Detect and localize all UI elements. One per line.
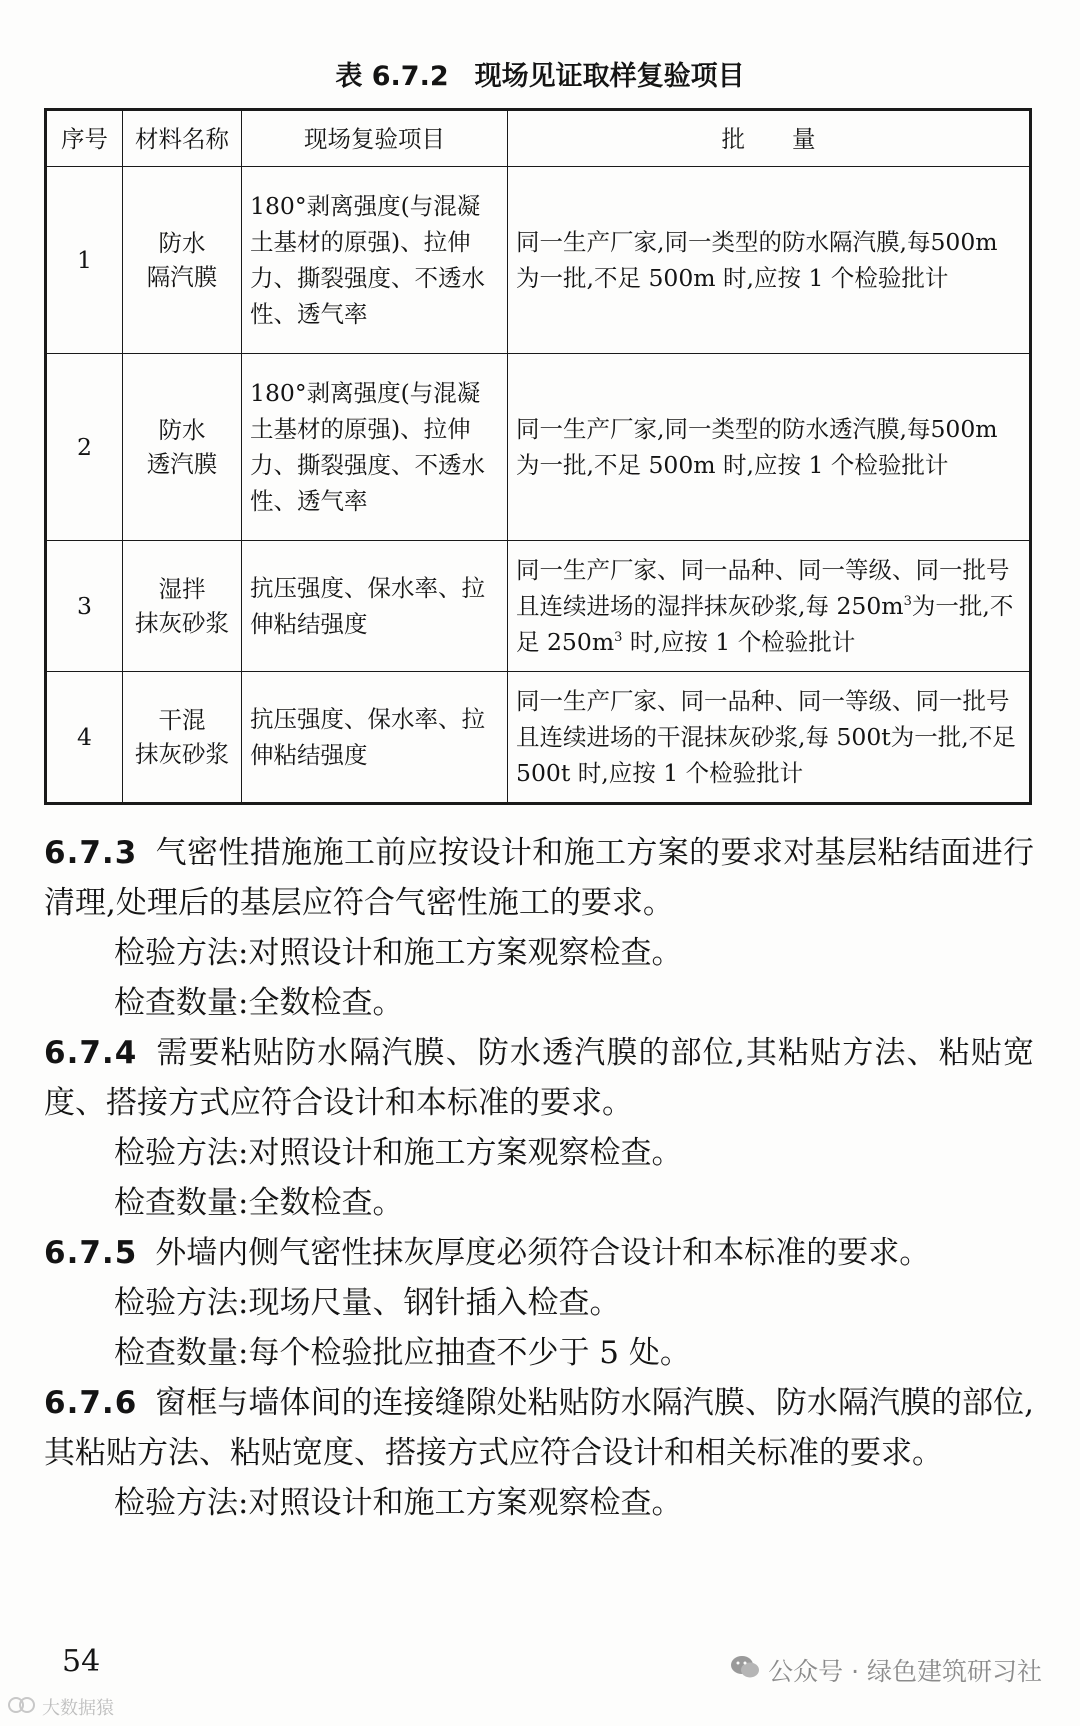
superscript: 3 [903,594,912,609]
table-row [46,354,1031,541]
material-line: 干混 [158,706,206,734]
sogou-logo-icon [8,1695,36,1720]
material-line: 抹灰砂浆 [135,740,229,768]
table-header-row [46,110,1031,167]
table-row [46,541,1031,672]
material-line: 隔汽膜 [146,263,218,291]
row-material [123,354,242,541]
superscript: 3 [614,630,623,645]
row-items: 抗压强度、保水率、拉伸粘结强度 [242,541,508,672]
row-items: 180°剥离强度(与混凝土基材的原强)、拉伸力、撕裂强度、不透水性、透气率 [242,167,508,354]
clause-text: 需要粘贴防水隔汽膜、防水透汽膜的部位,其粘贴方法、粘贴宽度、搭接方式应符合设计和本标准的要求。 [44,1035,1034,1121]
row-material [123,672,242,804]
table-caption-title: 现场见证取样复验项目 [474,61,745,92]
header-material: 材料名称 [123,110,242,167]
clause-number: 6.7.6 [44,1385,138,1421]
corner-watermark-text: 大数据猿 [42,1698,114,1719]
material-line: 透汽膜 [146,450,218,478]
row-material [123,541,242,672]
inspection-method: 检验方法:对照设计和施工方案观察检查。 [114,935,683,971]
row-no: 3 [46,541,123,672]
clause-text: 窗框与墙体间的连接缝隙处粘贴防水隔汽膜、防水隔汽膜的部位,其粘贴方法、粘贴宽度、搭接方式应符合设计和相关标准的要求。 [44,1385,1034,1471]
table-row [46,167,1031,354]
row-items: 抗压强度、保水率、拉伸粘结强度 [242,672,508,804]
header-batch: 批 量 [508,110,1031,167]
row-material [123,167,242,354]
batch-part: 为一批,不足 250m [516,592,1014,656]
material-line: 防水 [158,416,206,444]
row-batch: 同一生产厂家,同一类型的防水隔汽膜,每500m 为一批,不足 500m 时,应按 1 个检验批计 [508,167,1031,354]
row-batch: 同一生产厂家、同一品种、同一等级、同一批号且连续进场的干混抹灰砂浆,每 500t为一批,不足 500t 时,应按 1 个检验批计 [508,672,1031,804]
batch-part: 时,应按 1 个检验批计 [622,628,856,656]
row-no: 4 [46,672,123,804]
watermark-text: 公众号 · 绿色建筑研习社 [768,1657,1042,1686]
clause-6-7-5 [44,1228,1034,1278]
header-no: 序号 [46,110,123,167]
clause-text: 气密性措施施工前应按设计和施工方案的要求对基层粘结面进行清理,处理后的基层应符合气密性施工的要求。 [44,835,1034,921]
clause-6-7-6 [44,1378,1034,1478]
row-batch [508,541,1031,672]
page-number: 54 [62,1644,101,1679]
wechat-icon [730,1654,760,1686]
clause-number: 6.7.4 [44,1035,138,1071]
clause-text: 外墙内侧气密性抹灰厚度必须符合设计和本标准的要求。 [155,1235,931,1271]
table-caption [0,54,1080,93]
clause-number: 6.7.3 [44,835,138,871]
batch-part: 同一生产厂家、同一品种、同一等级、同一批号且连续进场的湿拌抹灰砂浆,每 250m [516,556,1010,620]
inspection-method: 检验方法:对照设计和施工方案观察检查。 [114,1485,683,1521]
row-no: 1 [46,167,123,354]
inspection-method: 检验方法:对照设计和施工方案观察检查。 [114,1135,683,1171]
watermark [730,1652,1042,1688]
material-line: 抹灰砂浆 [135,609,229,637]
inspection-quantity: 检查数量:全数检查。 [114,985,404,1021]
clauses-body [44,828,1034,1528]
clause-6-7-4 [44,1028,1034,1128]
header-items: 现场复验项目 [242,110,508,167]
inspection-method: 检验方法:现场尺量、钢针插入检查。 [114,1285,621,1321]
material-line: 湿拌 [158,575,206,603]
inspection-table [44,108,1032,805]
clause-number: 6.7.5 [44,1235,138,1271]
row-batch: 同一生产厂家,同一类型的防水透汽膜,每500m 为一批,不足 500m 时,应按 1 个检验批计 [508,354,1031,541]
clause-6-7-3 [44,828,1034,928]
material-line: 防水 [158,229,206,257]
corner-watermark [8,1694,114,1720]
table-caption-number: 表 6.7.2 [335,61,449,92]
inspection-quantity: 检查数量:每个检验批应抽查不少于 5 处。 [114,1335,691,1371]
table-row [46,672,1031,804]
row-items: 180°剥离强度(与混凝土基材的原强)、拉伸力、撕裂强度、不透水性、透气率 [242,354,508,541]
inspection-quantity: 检查数量:全数检查。 [114,1185,404,1221]
row-no: 2 [46,354,123,541]
